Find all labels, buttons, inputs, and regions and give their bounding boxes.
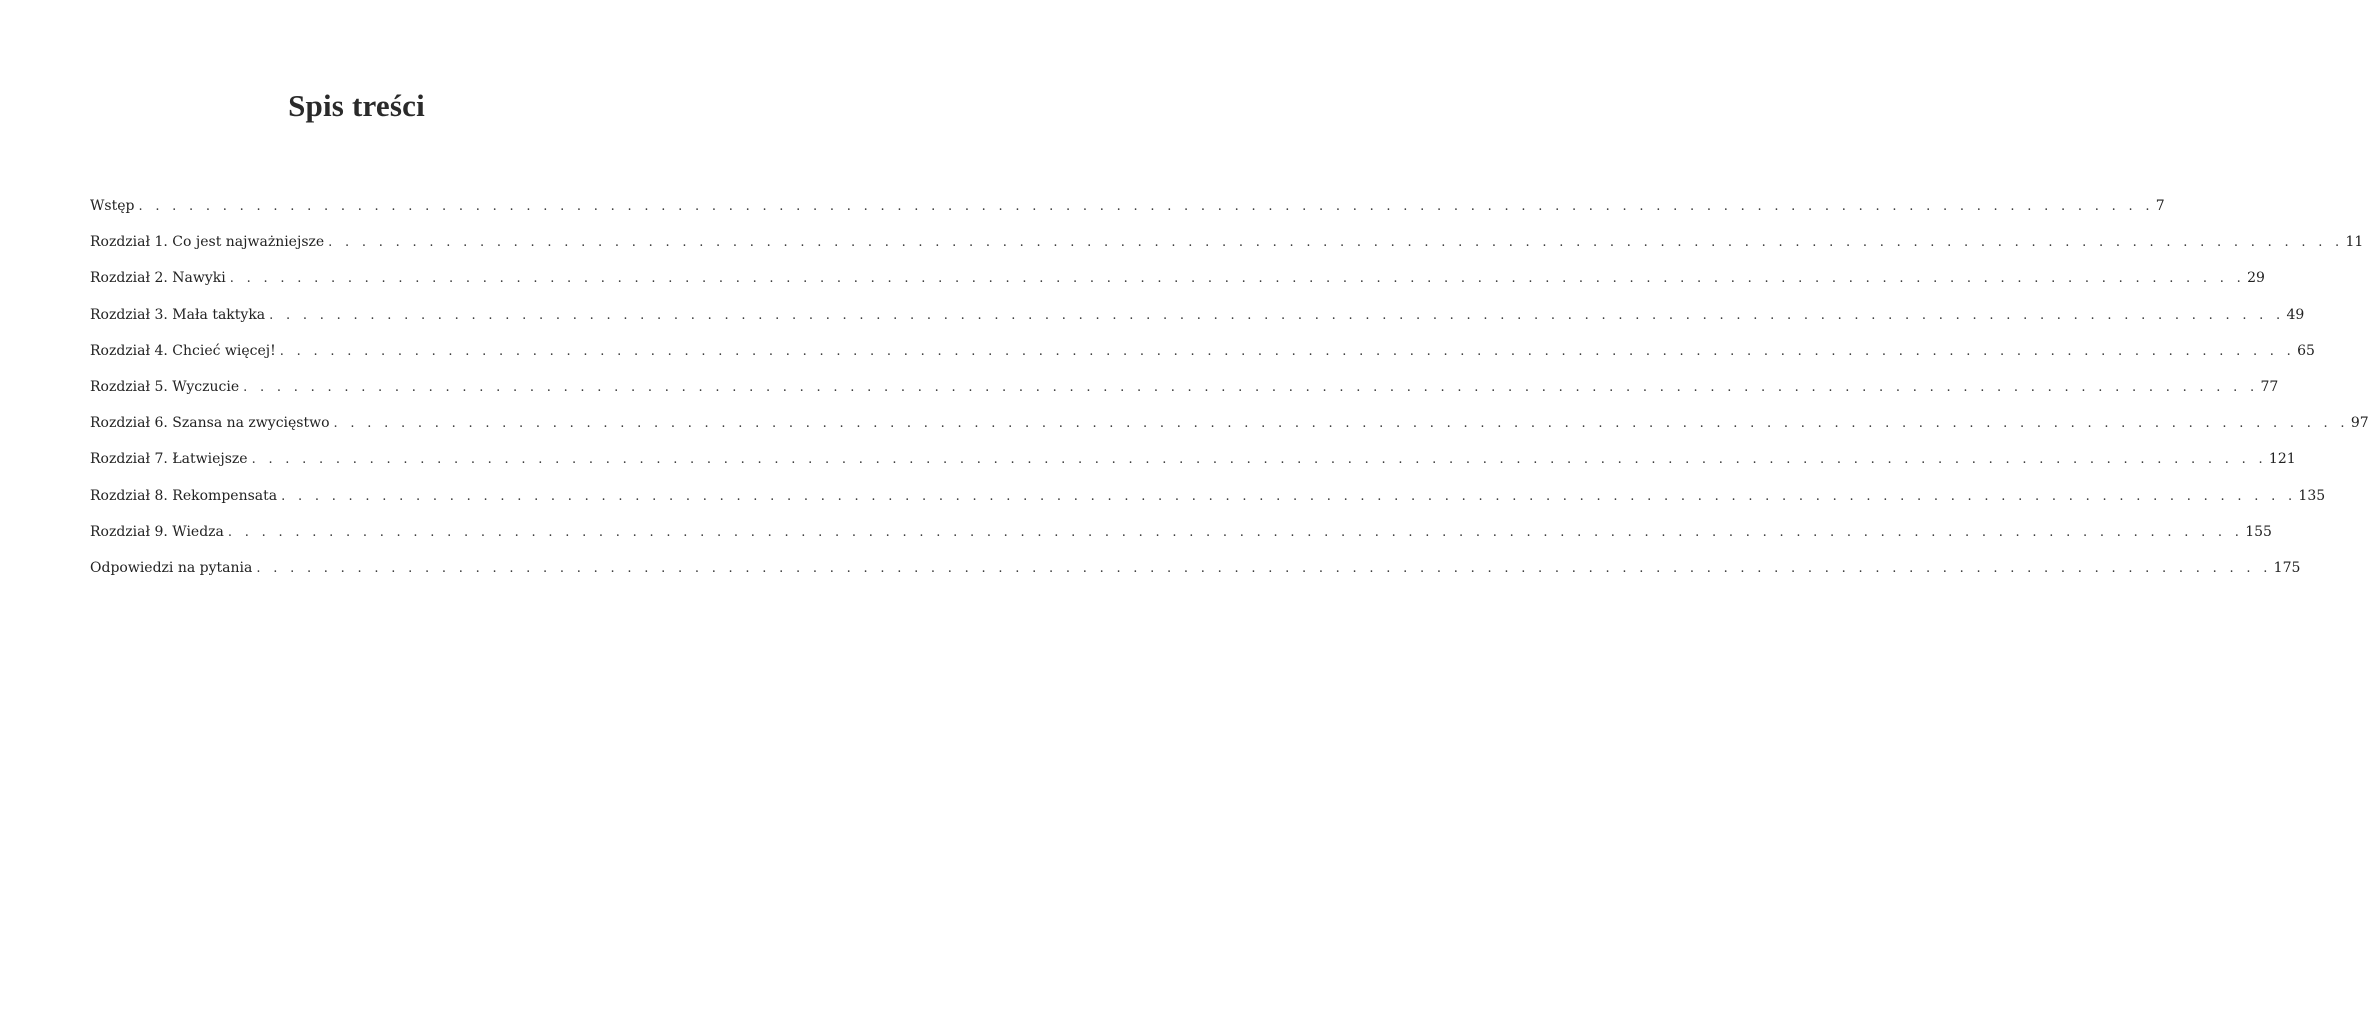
toc-entry-label: Wstęp [90, 198, 135, 214]
toc-dot-leader: . . . . . . . . . . . . . . . . . . . . . . . . . . . . . . . . . . . . . . . . . . . . . . . . . . . . . . . . . . . . . . . . . . . . . . . . . . . . . . . . . . . . . . . . . . . . . . . . . . . . . . . . . . . . . . . . . . . . . . . . [279, 343, 2296, 359]
toc-page-number: 49 [2286, 306, 2305, 323]
toc-page-number: 77 [2260, 378, 2279, 395]
toc-entry-label: Rozdział 5. Wyczucie [90, 378, 240, 395]
toc-entry [90, 305, 2305, 341]
toc-entry-label: Rozdział 9. Wiedza [90, 523, 224, 540]
table-of-contents [90, 196, 2369, 594]
toc-entry-label: Rozdział 1. Co jest najważniejsze [90, 234, 325, 251]
toc-dot-leader: . . . . . . . . . . . . . . . . . . . . . . . . . . . . . . . . . . . . . . . . . . . . . . . . . . . . . . . . . . . . . . . . . . . . . . . . . . . . . . . . . . . . . . . . . . . . . . . . . . . . . . . . . . . . . . . . . . . . . . . . [256, 560, 2272, 576]
toc-entry [90, 449, 2296, 485]
toc-page-number: 121 [2268, 451, 2296, 468]
toc-page-number: 135 [2298, 487, 2326, 504]
toc-dot-leader: . . . . . . . . . . . . . . . . . . . . . . . . . . . . . . . . . . . . . . . . . . . . . . . . . . . . . . . . . . . . . . . . . . . . . . . . . . . . . . . . . . . . . . . . . . . . . . . . . . . . . . . . . . . . . . . . . . . . . . . . [243, 379, 2259, 395]
toc-entry [90, 196, 2165, 232]
toc-page-number: 11 [2345, 234, 2364, 251]
toc-entry [90, 232, 2364, 268]
toc-entry [90, 268, 2265, 304]
toc-page-number: 175 [2273, 559, 2301, 576]
toc-entry [90, 341, 2315, 377]
toc-entry [90, 486, 2326, 522]
toc-entry-label: Rozdział 7. Łatwiejsze [90, 451, 248, 468]
toc-dot-leader: . . . . . . . . . . . . . . . . . . . . . . . . . . . . . . . . . . . . . . . . . . . . . . . . . . . . . . . . . . . . . . . . . . . . . . . . . . . . . . . . . . . . . . . . . . . . . . . . . . . . . . . . . . . . . . . . . . . . . . . . [227, 524, 2244, 540]
toc-page-number: 97 [2350, 415, 2369, 432]
toc-entry-label: Rozdział 2. Nawyki [90, 270, 226, 287]
toc-dot-leader: . . . . . . . . . . . . . . . . . . . . . . . . . . . . . . . . . . . . . . . . . . . . . . . . . . . . . . . . . . . . . . . . . . . . . . . . . . . . . . . . . . . . . . . . . . . . . . . . . . . . . . . . . . . . . . . . . . . . . . . . [251, 452, 2267, 468]
toc-dot-leader: . . . . . . . . . . . . . . . . . . . . . . . . . . . . . . . . . . . . . . . . . . . . . . . . . . . . . . . . . . . . . . . . . . . . . . . . . . . . . . . . . . . . . . . . . . . . . . . . . . . . . . . . . . . . . . . . . . . . . . . . [333, 416, 2349, 432]
toc-entry [90, 413, 2369, 449]
page-title: Spis treści [288, 88, 425, 123]
toc-entry-label: Odpowiedzi na pytania [90, 559, 253, 576]
toc-page-number: 7 [2155, 198, 2165, 214]
toc-dot-leader: . . . . . . . . . . . . . . . . . . . . . . . . . . . . . . . . . . . . . . . . . . . . . . . . . . . . . . . . . . . . . . . . . . . . . . . . . . . . . . . . . . . . . . . . . . . . . . . . . . . . . . . . . . . . . . . . . . . . . . . . [269, 307, 2285, 323]
toc-dot-leader: . . . . . . . . . . . . . . . . . . . . . . . . . . . . . . . . . . . . . . . . . . . . . . . . . . . . . . . . . . . . . . . . . . . . . . . . . . . . . . . . . . . . . . . . . . . . . . . . . . . . . . . . . . . . . . . . . . . . . . . . [138, 199, 2154, 214]
toc-dot-leader: . . . . . . . . . . . . . . . . . . . . . . . . . . . . . . . . . . . . . . . . . . . . . . . . . . . . . . . . . . . . . . . . . . . . . . . . . . . . . . . . . . . . . . . . . . . . . . . . . . . . . . . . . . . . . . . . . . . . . . . . [281, 488, 2297, 504]
toc-entry [90, 522, 2272, 558]
toc-dot-leader: . . . . . . . . . . . . . . . . . . . . . . . . . . . . . . . . . . . . . . . . . . . . . . . . . . . . . . . . . . . . . . . . . . . . . . . . . . . . . . . . . . . . . . . . . . . . . . . . . . . . . . . . . . . . . . . . . . . . . . . . [328, 235, 2344, 251]
toc-entry [90, 558, 2301, 594]
toc-entry [90, 377, 2279, 413]
toc-entry-label: Rozdział 8. Rekompensata [90, 487, 278, 504]
toc-page-number: 65 [2297, 342, 2315, 359]
toc-page-number: 155 [2245, 523, 2272, 540]
toc-entry-label: Rozdział 4. Chcieć więcej! [90, 342, 276, 359]
toc-entry-label: Rozdział 6. Szansa na zwycięstwo [90, 415, 330, 432]
toc-page-number: 29 [2247, 270, 2265, 287]
toc-entry-label: Rozdział 3. Mała taktyka [90, 306, 266, 323]
toc-dot-leader: . . . . . . . . . . . . . . . . . . . . . . . . . . . . . . . . . . . . . . . . . . . . . . . . . . . . . . . . . . . . . . . . . . . . . . . . . . . . . . . . . . . . . . . . . . . . . . . . . . . . . . . . . . . . . . . . . . . . . . . . [229, 271, 2246, 287]
